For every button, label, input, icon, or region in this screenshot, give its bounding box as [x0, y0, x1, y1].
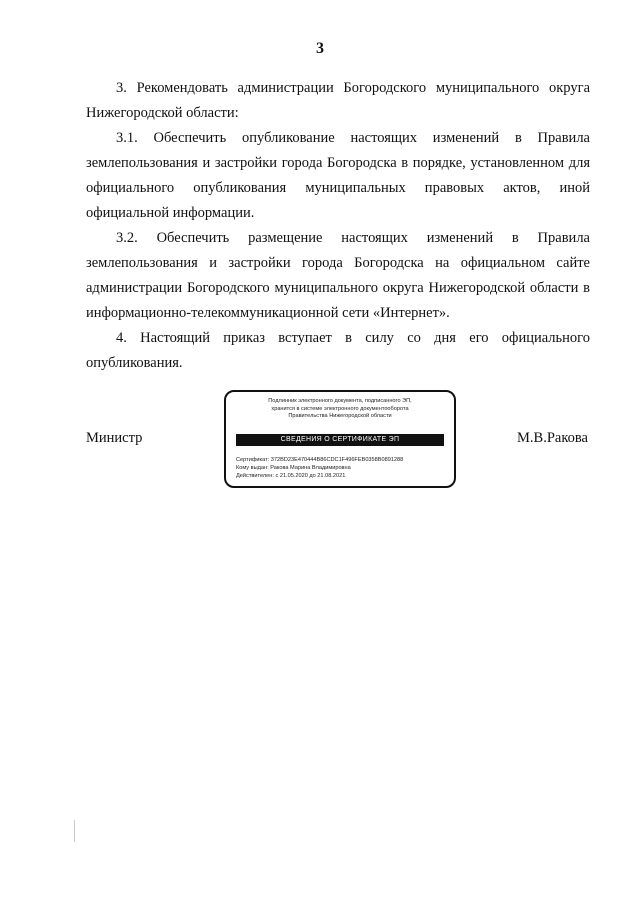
paragraph-line: администрации Богородского муниципального округа Нижегородской области в: [86, 280, 590, 296]
paragraph-line: официальной информации.: [86, 205, 255, 221]
paragraph-line: землепользования и застройки города Богородска на официальном сайте: [86, 255, 590, 271]
paragraph-3-2: [86, 226, 590, 326]
paragraph-3: [86, 76, 590, 126]
page-number: 3: [316, 40, 324, 57]
certificate-number: Сертификат: 372BD23E470444B86CDC1F496FEB0358B0891288: [236, 457, 404, 463]
certificate-owner: Кому выдан: Ракова Марина Владимировна: [236, 465, 351, 471]
paragraph-line: информационно-телекоммуникационной сети «Интернет».: [86, 305, 450, 321]
paragraph-line: Нижегородской области:: [86, 105, 239, 121]
signer-name: М.В.Ракова: [517, 430, 588, 446]
paragraph-line: 4. Настоящий приказ вступает в силу со дня его официального: [116, 330, 590, 346]
stamp-intro-line: Подлинник электронного документа, подписанного ЭП,: [268, 398, 412, 404]
paragraph-3-1: [86, 126, 590, 226]
paragraph-line: 3.1. Обеспечить опубликование настоящих изменений в Правила: [116, 130, 590, 146]
stamp-intro-line: Правительства Нижегородской области: [288, 413, 392, 419]
signer-title: Министр: [86, 430, 143, 446]
certificate-validity: Действителен: с 21.05.2020 до 21.08.2021: [236, 473, 346, 479]
scan-margin-mark: [74, 820, 75, 842]
stamp-intro: [226, 398, 454, 421]
e-signature-stamp: [224, 390, 456, 488]
paragraph-line: землепользования и застройки города Богородска в порядке, установленном для: [86, 155, 590, 171]
paragraph-line: 3. Рекомендовать администрации Богородского муниципального округа: [116, 80, 590, 96]
paragraph-line: официального опубликования муниципальных правовых актов, иной: [86, 180, 590, 196]
stamp-banner: СВЕДЕНИЯ О СЕРТИФИКАТЕ ЭП: [236, 434, 444, 446]
stamp-details: [236, 456, 451, 480]
paragraph-line: 3.2. Обеспечить размещение настоящих изменений в Правила: [116, 230, 590, 246]
paragraph-line: опубликования.: [86, 355, 183, 371]
paragraph-4: [86, 326, 590, 376]
stamp-intro-line: хранится в системе электронного документооборота: [271, 405, 409, 412]
